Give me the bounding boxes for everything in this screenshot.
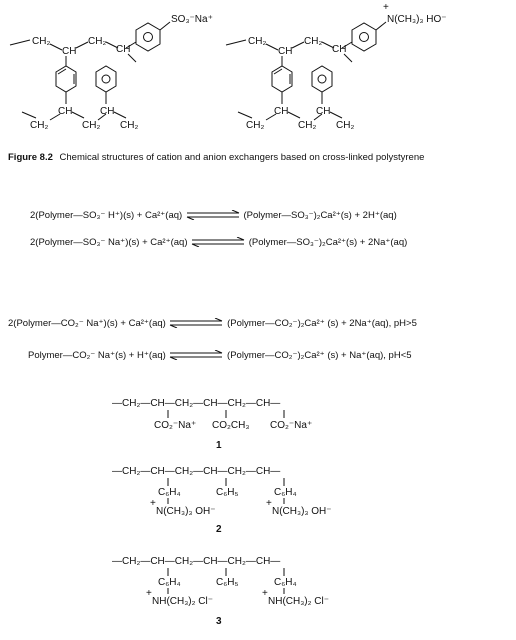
equation-rhs: (Polymer—CO₂⁻)₂Ca²⁺ (s) + 2Na⁺(aq), pH>5 <box>227 318 417 329</box>
compound-3 <box>108 550 368 630</box>
amine-label: N(CH₃)₃ HO⁻ <box>387 14 447 25</box>
polymer-backbone: —CH₂—CH—CH₂—CH—CH₂—CH— <box>112 398 281 409</box>
substituent: C₆H₅ <box>216 487 239 498</box>
equilibrium-arrow <box>168 350 224 360</box>
ch2-label: CH₂ <box>32 36 51 47</box>
equation-lhs: 2(Polymer—SO₃⁻ H⁺)(s) + Ca²⁺(aq) <box>30 210 183 221</box>
equilibrium-arrow <box>185 210 241 220</box>
substituent: C₆H₅ <box>216 577 239 588</box>
ch-label: CH <box>62 46 77 57</box>
substituent: NH(CH₃)₂ Cl⁻ <box>152 596 214 607</box>
equilibrium-arrow <box>190 237 246 247</box>
plus-sign: + <box>266 498 272 509</box>
substituent: C₆H₄ <box>274 487 297 498</box>
equation-rhs: (Polymer—CO₂⁻)₂Ca²⁺ (s) + Na⁺(aq), pH<5 <box>227 350 412 361</box>
ch-label: CH <box>274 106 289 117</box>
substituent: C₆H₄ <box>158 487 181 498</box>
plus-sign: + <box>146 588 152 599</box>
substituent: C₆H₄ <box>158 577 181 588</box>
plus-sign: + <box>262 588 268 599</box>
figure-label: Figure 8.2 <box>8 152 53 163</box>
equilibrium-arrow <box>168 318 224 328</box>
equation-2 <box>30 237 407 248</box>
equation-rhs: (Polymer—SO₃⁻)₂Ca²⁺(s) + 2H⁺(aq) <box>243 210 397 221</box>
ch-label: CH <box>316 106 331 117</box>
equation-4 <box>28 350 412 361</box>
ch-label: CH <box>100 106 115 117</box>
substituent: C₆H₄ <box>274 577 297 588</box>
compound-number: 3 <box>216 616 222 627</box>
substituent: CO₂CH₃ <box>212 420 250 431</box>
equation-lhs: 2(Polymer—CO₂⁻ Na⁺)(s) + Ca²⁺(aq) <box>8 318 166 329</box>
ch2-label: CH₂ <box>336 120 355 131</box>
compound-2 <box>108 460 368 536</box>
plus-sign: + <box>383 2 389 13</box>
polymer-backbone: —CH₂—CH—CH₂—CH—CH₂—CH— <box>112 556 281 567</box>
ch2-label: CH₂ <box>88 36 107 47</box>
compound-number: 1 <box>216 440 222 451</box>
ch2-label: CH₂ <box>30 120 49 131</box>
polymer-backbone: —CH₂—CH—CH₂—CH—CH₂—CH— <box>112 466 281 477</box>
ch2-label: CH₂ <box>120 120 139 131</box>
figure-caption-text: Chemical structures of cation and anion exchangers based on cross-linked polystyrene <box>59 152 425 163</box>
ch-label: CH <box>58 106 73 117</box>
equation-lhs: Polymer—CO₂⁻ Na⁺(s) + H⁺(aq) <box>28 350 166 361</box>
equation-rhs: (Polymer—SO₃⁻)₂Ca²⁺(s) + 2Na⁺(aq) <box>248 237 408 248</box>
ch2-label: CH₂ <box>248 36 267 47</box>
ch2-label: CH₂ <box>246 120 265 131</box>
substituent: N(CH₃)₃ OH⁻ <box>272 506 332 517</box>
equation-lhs: 2(Polymer—SO₃⁻ Na⁺)(s) + Ca²⁺(aq) <box>30 237 188 248</box>
plus-sign: + <box>150 498 156 509</box>
ch2-label: CH₂ <box>82 120 101 131</box>
ch-label: CH <box>116 44 131 55</box>
substituent: N(CH₃)₃ OH⁻ <box>156 506 216 517</box>
substituent: CO₂⁻Na⁺ <box>270 420 313 431</box>
substituent: CO₂⁻Na⁺ <box>154 420 197 431</box>
ch2-label: CH₂ <box>304 36 323 47</box>
sulfonate-label: SO₃⁻Na⁺ <box>171 14 213 25</box>
anion-exchanger-structure <box>0 0 516 140</box>
ch-label: CH <box>332 44 347 55</box>
substituent: NH(CH₃)₂ Cl⁻ <box>268 596 330 607</box>
ch2-label: CH₂ <box>298 120 317 131</box>
ch-label: CH <box>278 46 293 57</box>
compound-number: 2 <box>216 524 222 535</box>
equation-3 <box>8 318 417 329</box>
compound-1 <box>108 392 348 452</box>
equation-1 <box>30 210 397 221</box>
figure-caption <box>8 152 478 164</box>
